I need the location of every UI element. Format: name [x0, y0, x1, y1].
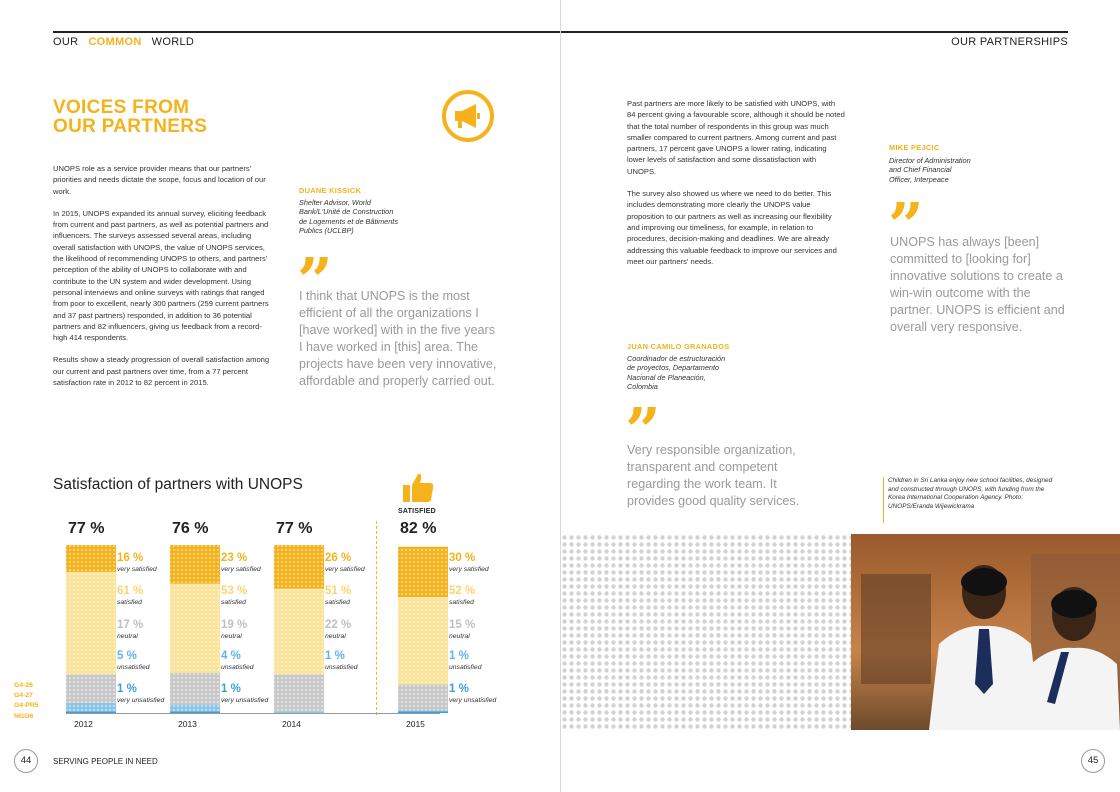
segment-name-label: very satisfied [117, 566, 157, 573]
bar-dot-texture [170, 673, 220, 705]
right-paragraph-2: The survey also showed us where we need to do better. This includes demonstrating more clearly the UNOPS value proposition to our partners as well as increasing our flexibility and improving our timeliness, for example, in relation to procedures, decision-making and deadlines. We are already addressing this valuable feedback to improve our services and meet our partners' needs. [627, 189, 837, 266]
bar-dot-texture [66, 545, 116, 572]
gri-code: G4-27 [14, 692, 33, 700]
segment-name-label: satisfied [449, 599, 474, 606]
right-body-text [627, 98, 845, 278]
segment-name-label: unsatisfied [117, 664, 150, 671]
gri-code: NGO6 [14, 712, 34, 720]
gri-code: G4-PR5 [14, 702, 39, 710]
header-world: WORLD [151, 36, 195, 48]
page-number-right: 45 [1081, 749, 1105, 773]
quote3-name: MIKE PEJCIC [889, 143, 940, 152]
title-line1: VOICES FROM [53, 97, 190, 118]
segment-value-label: 61 % [117, 585, 144, 597]
bar-dot-texture [66, 674, 116, 703]
segment-value-label: 30 % [449, 552, 476, 564]
quote1-name: DUANE KISSICK [299, 186, 362, 195]
segment-name-label: satisfied [325, 599, 350, 606]
segment-name-label: satisfied [117, 599, 142, 606]
segment-value-label: 52 % [449, 585, 476, 597]
segment-value-label: 17 % [117, 619, 144, 631]
photo-image [561, 534, 1120, 730]
quote3-text: UNOPS has always [been] committed to [looking for] innovative solutions to create a win-win outcome with the partner. UNOPS is efficient and overall very responsive. [890, 235, 1065, 334]
bar-dot-texture [170, 545, 220, 584]
segment-value-label: 15 % [449, 619, 476, 631]
bar-dot-texture [170, 705, 220, 712]
segment-value-label: 1 % [117, 683, 137, 695]
segment-name-label: unsatisfied [325, 664, 358, 671]
photo-caption: Children in Sri Lanka enjoy new school facilities, designed and constructed through UNOPS, with funding from the Korea International Cooperation Agency. Photo: UNOPS/Eranda Wijewickrama [888, 477, 1053, 510]
segment-name-label: very satisfied [221, 566, 261, 573]
segment-name-label: unsatisfied [449, 664, 482, 671]
segment-value-label: 23 % [221, 552, 248, 564]
segment-name-label: satisfied [221, 599, 246, 606]
segment-value-label: 1 % [325, 650, 345, 662]
gri-codes [14, 681, 39, 722]
bar-dot-texture [274, 674, 324, 711]
segment-value-label: 16 % [117, 552, 144, 564]
year-label: 2012 [74, 719, 93, 729]
satisfied-label: SATISFIED [398, 508, 436, 515]
bar-dot-texture [274, 589, 324, 675]
year-label: 2015 [406, 719, 425, 729]
bar-dot-texture [398, 710, 448, 712]
quote2-text: Very responsible organization, transparent and competent regarding the work team. It provides good quality services. [627, 443, 800, 508]
quote2-name: JUAN CAMILO GRANADOS [627, 342, 730, 351]
year-label: 2014 [282, 719, 301, 729]
quote2-role-line: Coordinador de estructuración [627, 354, 726, 363]
bar-dot-texture [66, 703, 116, 711]
segment-name-label: neutral [221, 633, 242, 640]
intro-paragraph-3: Results show a steady progression of overall satisfaction among our current and past partners over time, from a 77 percent satisfaction rate in 2012 to 82 percent in 2015. [53, 355, 270, 388]
quote1-role-line: de Logements et de Bâtiments [299, 216, 398, 226]
title-line2: OUR PARTNERS [53, 116, 208, 137]
quote3-role-line: Officer, Interpeace [889, 174, 949, 184]
segment-value-label: 1 % [449, 683, 469, 695]
segment-name-label: very unsatisfied [449, 697, 497, 704]
footer-text: SERVING PEOPLE IN NEED [53, 757, 158, 766]
caption-accent-line [883, 477, 884, 523]
segment-name-label: very unsatisfied [117, 697, 165, 704]
year-label: 2013 [178, 719, 197, 729]
page-number-left: 44 [14, 749, 38, 773]
segment-name-label: neutral [325, 633, 346, 640]
quote3-role-line: Director of Administration [889, 156, 971, 165]
bar-total-label: 77 % [276, 520, 313, 537]
chart-title: Satisfaction of partners with UNOPS [53, 476, 303, 493]
segment-value-label: 19 % [221, 619, 248, 631]
segment-value-label: 1 % [449, 650, 469, 662]
quote-mark-icon: ” [625, 394, 658, 467]
segment-value-label: 51 % [325, 585, 352, 597]
quote2-role-line: de proyectos, Departamento [627, 363, 720, 373]
bar-dot-texture [398, 684, 448, 709]
bar-dot-texture [398, 547, 448, 597]
segment-name-label: neutral [117, 633, 138, 640]
segment-name-label: neutral [449, 633, 470, 640]
section-header-right: OUR PARTNERSHIPS [951, 36, 1068, 48]
quote1-text: I think that UNOPS is the most efficient of all the organizations I [have worked] with in the five years I have worked in [this] area. The projects have been very innovative, affordable and properly carried out. [299, 289, 497, 388]
quote2-role-line: Nacional de Planeación, [627, 372, 706, 382]
gri-code: G4-26 [14, 682, 33, 689]
quote3-role [889, 156, 1029, 184]
segment-name-label: unsatisfied [221, 664, 254, 671]
right-page [561, 0, 1120, 792]
photo-area [561, 534, 1120, 730]
header-rule [561, 31, 1068, 33]
segment-value-label: 26 % [325, 552, 352, 564]
segment-value-label: 5 % [117, 650, 137, 662]
bar-dot-texture [170, 584, 220, 673]
bar-total-label: 76 % [172, 520, 209, 537]
segment-value-label: 1 % [221, 683, 241, 695]
segment-value-label: 53 % [221, 585, 248, 597]
header-common: COMMON [88, 36, 142, 48]
chart-axis [66, 713, 440, 714]
bar-dot-texture [274, 545, 324, 589]
quote3-role-line: and Chief Financial [889, 165, 952, 175]
segment-value-label: 22 % [325, 619, 352, 631]
bar-dot-texture [398, 597, 448, 684]
intro-paragraph-1: UNOPS role as a service provider means that our partners' priorities and needs dictate the scope, focus and location of our work. [53, 164, 266, 196]
quote-mark-icon: ” [297, 244, 330, 317]
bar-total-label: 77 % [68, 520, 105, 537]
quote1-role-line: Publics (UCLBP) [299, 225, 354, 235]
bar-dot-texture [66, 572, 116, 674]
segment-name-label: very unsatisfied [221, 697, 269, 704]
segment-value-label: 4 % [221, 650, 241, 662]
intro-paragraph-2: In 2015, UNOPS expanded its annual survey, eliciting feedback from current and past partners, as well as potential partners and influencers. The surveys assessed several areas, including overall satisfaction with UNOPS, the value of UNOPS services, the likelihood of recommending UNOPS to others, and partners' perception of the ability of UNOPS to collaborate with and contribute to the UN system and wider development. Using personal interviews and online surveys with ratings that ranged from poor to excellent, nearly 300 partners (259 current partners and 37 past partners) responded, in addition to 36 potential partners and 82 influencers, giving us feedback from a record-high 414 respondents. [53, 208, 269, 343]
segment-name-label: very satisfied [325, 566, 365, 573]
quote-mark-icon: ” [888, 189, 921, 262]
quote1-role-line: Shelter Advisor, World [299, 198, 371, 207]
quote1-role-line: Bank/L'Unité de Construction [299, 207, 394, 217]
right-paragraph-1: Past partners are more likely to be satisfied with UNOPS, with 84 percent giving a favourable score, although it should be noted that the total number of respondents in this group was much smaller compared to current partners. Among current and past partners, 17 percent gave UNOPS a lower rating, indicating lower levels of satisfaction and some dissatisfaction with UNOPS. [627, 99, 845, 176]
segment-name-label: very satisfied [449, 566, 489, 573]
quote2-role [627, 354, 767, 391]
quote2-role-line: Colombia [627, 381, 658, 391]
header-our: OUR [53, 36, 79, 48]
bar-total-label: 82 % [400, 520, 437, 537]
